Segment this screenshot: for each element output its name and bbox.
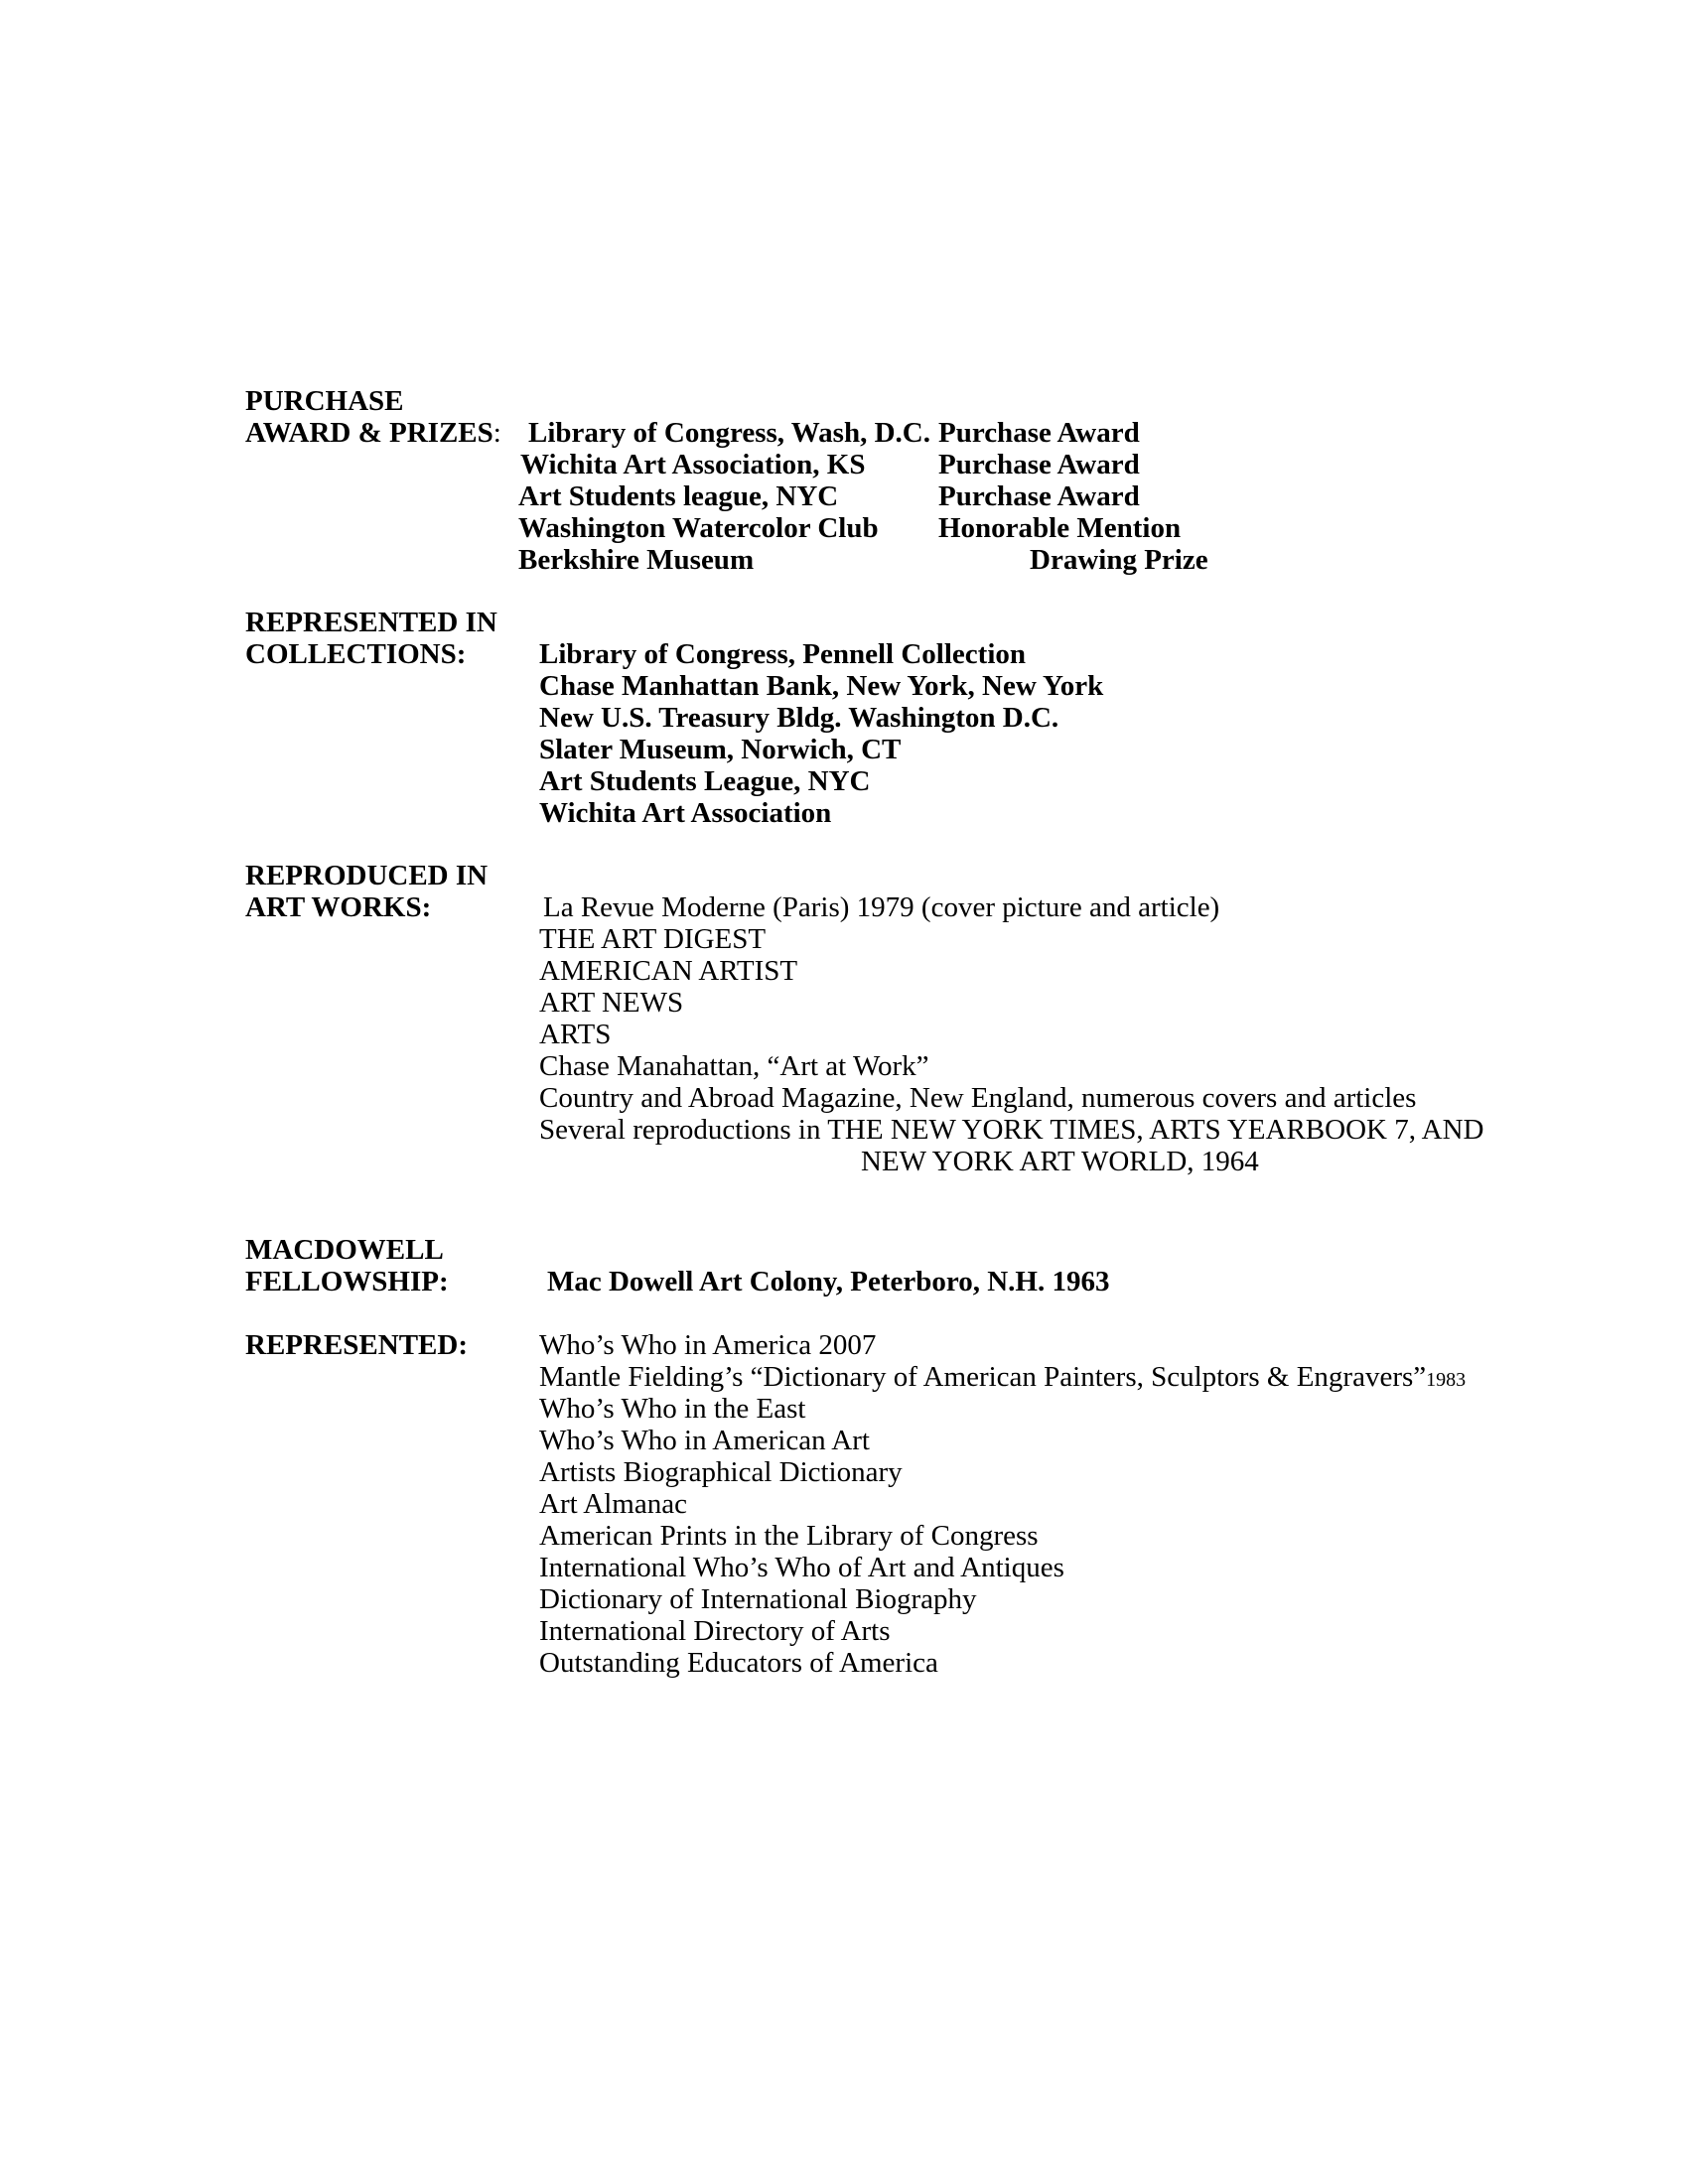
reproduced-item: Country and Abroad Magazine, New England, numerous covers and articles bbox=[539, 1082, 1417, 1114]
collections-label-line1: REPRESENTED IN bbox=[245, 607, 497, 638]
purchase-place: Wichita Art Association, KS bbox=[520, 449, 866, 480]
represented-item: Artists Biographical Dictionary bbox=[539, 1456, 903, 1488]
collections-section-label bbox=[245, 607, 497, 670]
purchase-section-label bbox=[245, 385, 501, 449]
reproduced-item: ART NEWS bbox=[539, 987, 684, 1019]
represented-item: Who’s Who in the East bbox=[539, 1393, 806, 1425]
reproduced-item: La Revue Moderne (Paris) 1979 (cover picture and article) bbox=[543, 891, 1220, 923]
purchase-place: Berkshire Museum bbox=[518, 544, 755, 576]
purchase-award: Purchase Award bbox=[938, 480, 1140, 512]
represented-item: Who’s Who in American Art bbox=[539, 1425, 870, 1456]
represented-section-label bbox=[245, 1329, 468, 1361]
purchase-award: Purchase Award bbox=[938, 417, 1140, 449]
reproduced-item: THE ART DIGEST bbox=[539, 923, 767, 955]
represented-item: American Prints in the Library of Congress bbox=[539, 1520, 1039, 1552]
macdowell-section-label bbox=[245, 1234, 449, 1297]
reproduced-list bbox=[539, 891, 1483, 1177]
macdowell-label-line2: FELLOWSHIP: bbox=[245, 1266, 449, 1297]
purchase-award: Honorable Mention bbox=[938, 512, 1182, 544]
reproduced-item: Several reproductions in THE NEW YORK TIMES, ARTS YEARBOOK 7, AND bbox=[539, 1114, 1484, 1146]
reproduced-section-label bbox=[245, 860, 488, 923]
collection-item: Slater Museum, Norwich, CT bbox=[539, 734, 902, 765]
reproduced-item: AMERICAN ARTIST bbox=[539, 955, 798, 987]
collections-list bbox=[539, 638, 1103, 829]
represented-item: Outstanding Educators of America bbox=[539, 1647, 938, 1679]
collections-label-line2: COLLECTIONS: bbox=[245, 638, 467, 670]
reproduced-label-line1: REPRODUCED IN bbox=[245, 860, 489, 891]
purchase-label-line1: PURCHASE bbox=[245, 385, 404, 417]
represented-item: Mantle Fielding’s “Dictionary of American Painters, Sculptors & Engravers” bbox=[539, 1361, 1427, 1393]
purchase-places bbox=[518, 417, 930, 576]
collection-item: Wichita Art Association bbox=[539, 797, 832, 829]
purchase-label-colon: : bbox=[492, 417, 501, 449]
collection-item: Library of Congress, Pennell Collection bbox=[539, 638, 1027, 670]
purchase-place: Library of Congress, Wash, D.C. bbox=[528, 417, 930, 449]
collection-item: Art Students League, NYC bbox=[539, 765, 871, 797]
represented-item: International Who’s Who of Art and Antiques bbox=[539, 1552, 1064, 1583]
reproduced-item: ARTS bbox=[539, 1019, 612, 1050]
represented-list bbox=[539, 1329, 1466, 1679]
represented-item: International Directory of Arts bbox=[539, 1615, 891, 1647]
reproduced-label-line2: ART WORKS: bbox=[245, 891, 432, 923]
macdowell-item: Mac Dowell Art Colony, Peterboro, N.H. 1963 bbox=[547, 1266, 1110, 1297]
collection-item: Chase Manhattan Bank, New York, New York bbox=[539, 670, 1104, 702]
represented-item: Art Almanac bbox=[539, 1488, 687, 1520]
represented-fielding-year: 1983 bbox=[1426, 1369, 1467, 1391]
reproduced-item: Chase Manahattan, “Art at Work” bbox=[539, 1050, 929, 1082]
purchase-awards bbox=[938, 417, 1208, 576]
represented-item: Dictionary of International Biography bbox=[539, 1583, 977, 1615]
purchase-label-line2: AWARD & PRIZES bbox=[245, 417, 493, 449]
represented-label: REPRESENTED: bbox=[245, 1329, 468, 1361]
purchase-award: Purchase Award bbox=[938, 449, 1140, 480]
reproduced-continuation: NEW YORK ART WORLD, 1964 bbox=[861, 1146, 1259, 1177]
collection-item: New U.S. Treasury Bldg. Washington D.C. bbox=[539, 702, 1059, 734]
represented-item: Who’s Who in America 2007 bbox=[539, 1329, 877, 1361]
purchase-award: Drawing Prize bbox=[1030, 544, 1208, 576]
purchase-place: Washington Watercolor Club bbox=[518, 512, 879, 544]
macdowell-text bbox=[547, 1266, 1109, 1297]
macdowell-label-line1: MACDOWELL bbox=[245, 1234, 444, 1266]
purchase-place: Art Students league, NYC bbox=[518, 480, 839, 512]
